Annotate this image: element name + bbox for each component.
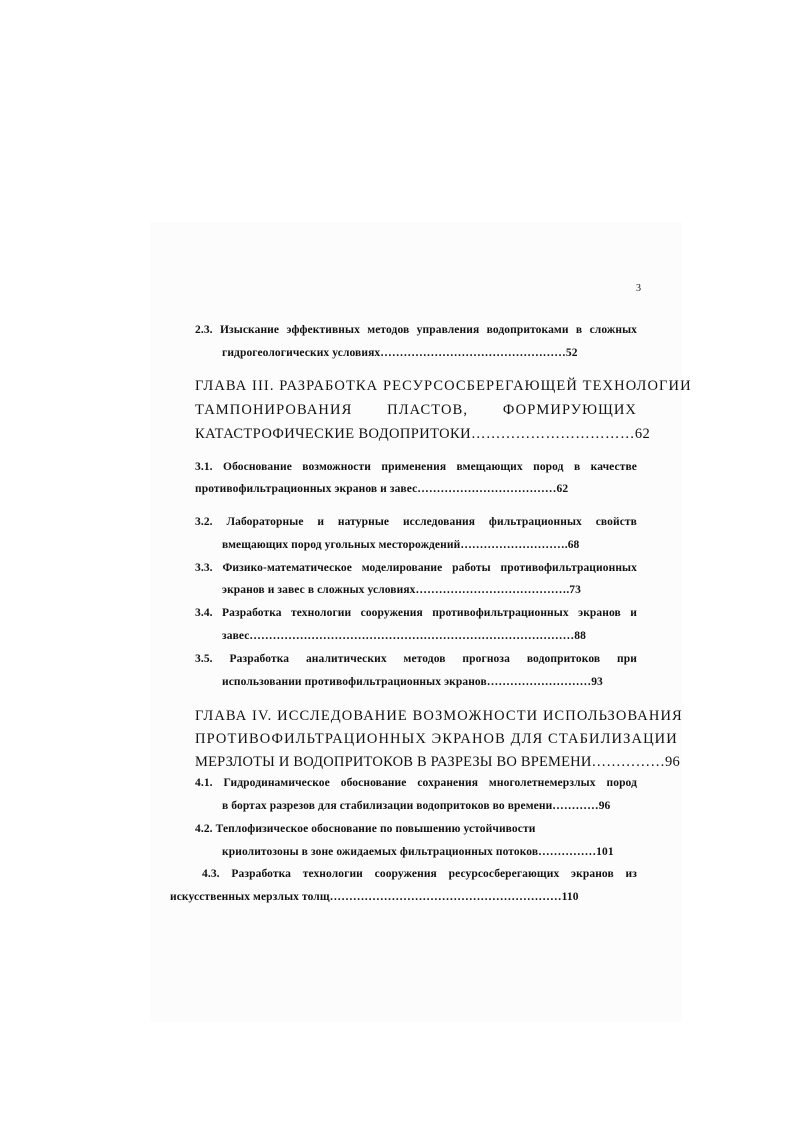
chapter-3-word-1: ТАМПОНИРОВАНИЯ: [195, 402, 353, 418]
chapter-4-title-line-2: ПРОТИВОФИЛЬТРАЦИОННЫХ ЭКРАНОВ ДЛЯ СТАБИЛИЗАЦИИ: [195, 731, 678, 747]
toc-3-1-line-2: противофильтрационных экранов и завес………………………………62: [195, 483, 569, 495]
chapter-4-title-line-1: ГЛАВА IV. ИССЛЕДОВАНИЕ ВОЗМОЖНОСТИ ИСПОЛЬЗОВАНИЯ: [195, 708, 683, 724]
toc-3-4-line-1: 3.4. Разработка технологии сооружения противофильтрационных экранов и: [195, 607, 637, 619]
toc-3-4-line-2: завес…………………………………………………………………………88: [222, 630, 586, 642]
page-number: 3: [636, 283, 641, 294]
chapter-3-title-line-2: [195, 402, 637, 419]
toc-3-5-line-1: 3.5. Разработка аналитических методов прогноза водопритоков при: [195, 653, 637, 665]
toc-4-2-line-2: криолитозоны в зоне ожидаемых фильтрационных потоков……………101: [222, 846, 614, 858]
toc-4-2-line-1: 4.2. Теплофизическое обоснование по повышению устойчивости: [195, 823, 536, 835]
chapter-3-word-2: ПЛАСТОВ,: [387, 402, 469, 418]
toc-4-3-line-1: 4.3. Разработка технологии сооружения ресурсосберегающих экранов из: [202, 868, 637, 880]
toc-3-3-line-1: 3.3. Физико-математическое моделирование работы противофильтрационных: [195, 562, 637, 574]
chapter-3-word-3: ФОРМИРУЮЩИХ: [502, 402, 637, 418]
chapter-3-title-line-1: ГЛАВА III. РАЗРАБОТКА РЕСУРСОСБЕРЕГАЮЩЕЙ ТЕХНОЛОГИИ: [195, 378, 692, 394]
chapter-4-title-line-3: МЕРЗЛОТЫ И ВОДОПРИТОКОВ В РАЗРЕЗЫ ВО ВРЕМЕНИ……………96: [195, 754, 680, 770]
toc-3-1-line-1: 3.1. Обоснование возможности применения вмещающих пород в качестве: [195, 461, 637, 473]
toc-3-2-line-2: вмещающих пород угольных месторождений……………………….68: [222, 539, 580, 551]
toc-4-1-line-2: в бортах разрезов для стабилизации водопритоков во времени…………96: [222, 800, 611, 812]
toc-4-1-line-1: 4.1. Гидродинамическое обоснование сохранения многолетнемерзлых пород: [195, 777, 637, 789]
toc-2-3-line-1: 2.3. Изыскание эффективных методов управления водопритоками в сложных: [195, 324, 637, 336]
toc-2-3-line-2: гидрогеологических условиях…………………………………………52: [222, 347, 578, 359]
toc-4-3-line-2: искусственных мерзлых толщ……………………………………………………110: [170, 891, 579, 903]
toc-3-2-line-1: 3.2. Лабораторные и натурные исследования фильтрационных свойств: [195, 516, 637, 528]
toc-3-5-line-2: использовании противофильтрационных экранов………………………93: [222, 676, 603, 688]
toc-3-3-line-2: экранов и завес в сложных условиях………………………………….73: [222, 584, 581, 596]
chapter-3-title-line-3: КАТАСТРОФИЧЕСКИЕ ВОДОПРИТОКИ……………………………62: [195, 426, 651, 442]
